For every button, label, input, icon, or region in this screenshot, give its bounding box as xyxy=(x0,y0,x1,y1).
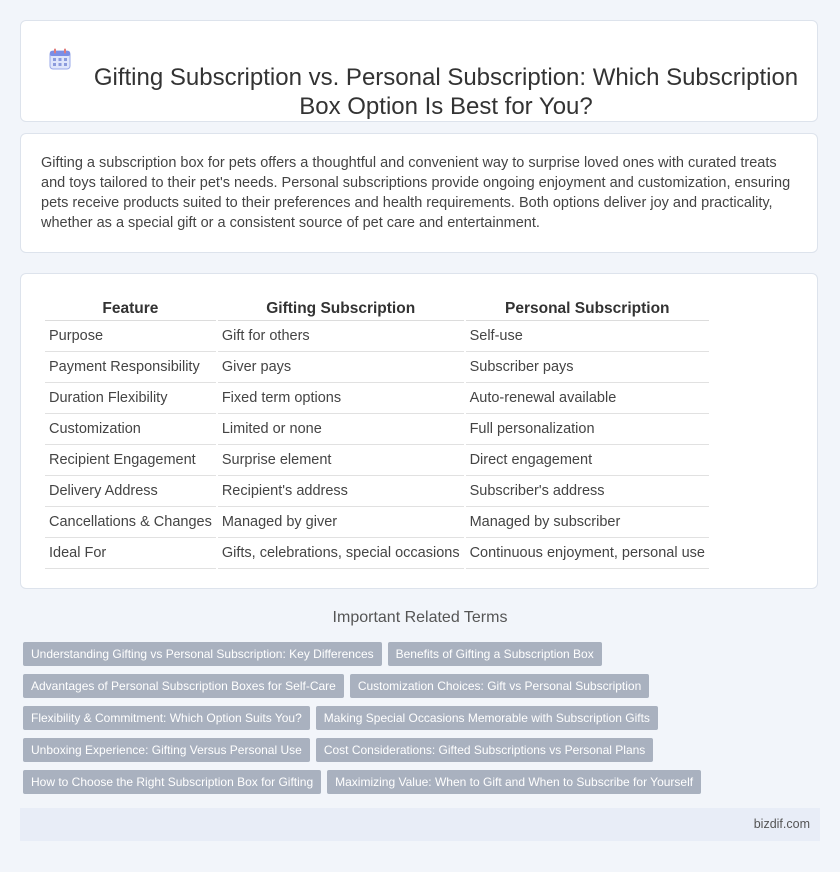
column-header: Gifting Subscription xyxy=(218,297,464,321)
table-cell: Recipient's address xyxy=(218,476,464,507)
table-cell: Ideal For xyxy=(45,538,216,569)
table-cell: Limited or none xyxy=(218,414,464,445)
table-cell: Recipient Engagement xyxy=(45,445,216,476)
table-cell: Managed by subscriber xyxy=(466,507,709,538)
related-term-link[interactable]: Understanding Gifting vs Personal Subscription: Key Differences xyxy=(23,642,382,666)
title-card xyxy=(20,20,818,122)
table-cell: Duration Flexibility xyxy=(45,383,216,414)
table-cell: Delivery Address xyxy=(45,476,216,507)
table-row xyxy=(45,383,709,414)
footer-site-link[interactable]: bizdif.com xyxy=(753,817,810,831)
related-term-link[interactable]: Flexibility & Commitment: Which Option Suits You? xyxy=(23,706,310,730)
table-row xyxy=(45,507,709,538)
table-cell: Managed by giver xyxy=(218,507,464,538)
related-term-link[interactable]: Cost Considerations: Gifted Subscriptions vs Personal Plans xyxy=(316,738,654,762)
footer xyxy=(20,808,820,841)
table-cell: Self-use xyxy=(466,321,709,352)
table-cell: Cancellations & Changes xyxy=(45,507,216,538)
table-row xyxy=(45,538,709,569)
table-cell: Gifts, celebrations, special occasions xyxy=(218,538,464,569)
table-cell: Payment Responsibility xyxy=(45,352,216,383)
related-terms-heading: Important Related Terms xyxy=(332,609,508,626)
comparison-card xyxy=(20,273,818,589)
page-title: Gifting Subscription vs. Personal Subscription: Which Subscription Box Option Is Best for You? xyxy=(93,64,799,120)
related-term-link[interactable]: Advantages of Personal Subscription Boxes for Self-Care xyxy=(23,674,344,698)
table-cell: Subscriber pays xyxy=(466,352,709,383)
table-cell: Gift for others xyxy=(218,321,464,352)
related-terms-list xyxy=(23,642,723,794)
column-header: Feature xyxy=(45,297,216,321)
related-term-link[interactable]: Unboxing Experience: Gifting Versus Personal Use xyxy=(23,738,310,762)
table-cell: Full personalization xyxy=(466,414,709,445)
related-term-link[interactable]: How to Choose the Right Subscription Box for Gifting xyxy=(23,770,321,794)
table-row xyxy=(45,321,709,352)
table-cell: Auto-renewal available xyxy=(466,383,709,414)
table-cell: Direct engagement xyxy=(466,445,709,476)
table-row xyxy=(45,476,709,507)
table-cell: Continuous enjoyment, personal use xyxy=(466,538,709,569)
related-term-link[interactable]: Maximizing Value: When to Gift and When to Subscribe for Yourself xyxy=(327,770,701,794)
comparison-table xyxy=(43,297,711,569)
column-header: Personal Subscription xyxy=(466,297,709,321)
table-cell: Giver pays xyxy=(218,352,464,383)
table-cell: Customization xyxy=(45,414,216,445)
intro-text: Gifting a subscription box for pets offers a thoughtful and convenient way to surprise loved ones with curated treats and toys tailored to their pet's needs. Personal subscriptions provide ongoing enjoyment and customization, ensuring pets receive products suited to their preferences and health requirements. Both options deliver joy and practicality, whether as a special gift or a consistent source of pet care and entertainment. xyxy=(41,155,791,231)
table-cell: Surprise element xyxy=(218,445,464,476)
table-row xyxy=(45,352,709,383)
table-header-row xyxy=(45,297,709,321)
related-term-link[interactable]: Making Special Occasions Memorable with Subscription Gifts xyxy=(316,706,658,730)
related-term-link[interactable]: Customization Choices: Gift vs Personal Subscription xyxy=(350,674,649,698)
related-term-link[interactable]: Benefits of Gifting a Subscription Box xyxy=(388,642,602,666)
intro-card xyxy=(20,133,818,253)
calendar-icon xyxy=(49,48,71,70)
table-cell: Purpose xyxy=(45,321,216,352)
table-row xyxy=(45,445,709,476)
table-row xyxy=(45,414,709,445)
table-cell: Subscriber's address xyxy=(466,476,709,507)
table-cell: Fixed term options xyxy=(218,383,464,414)
